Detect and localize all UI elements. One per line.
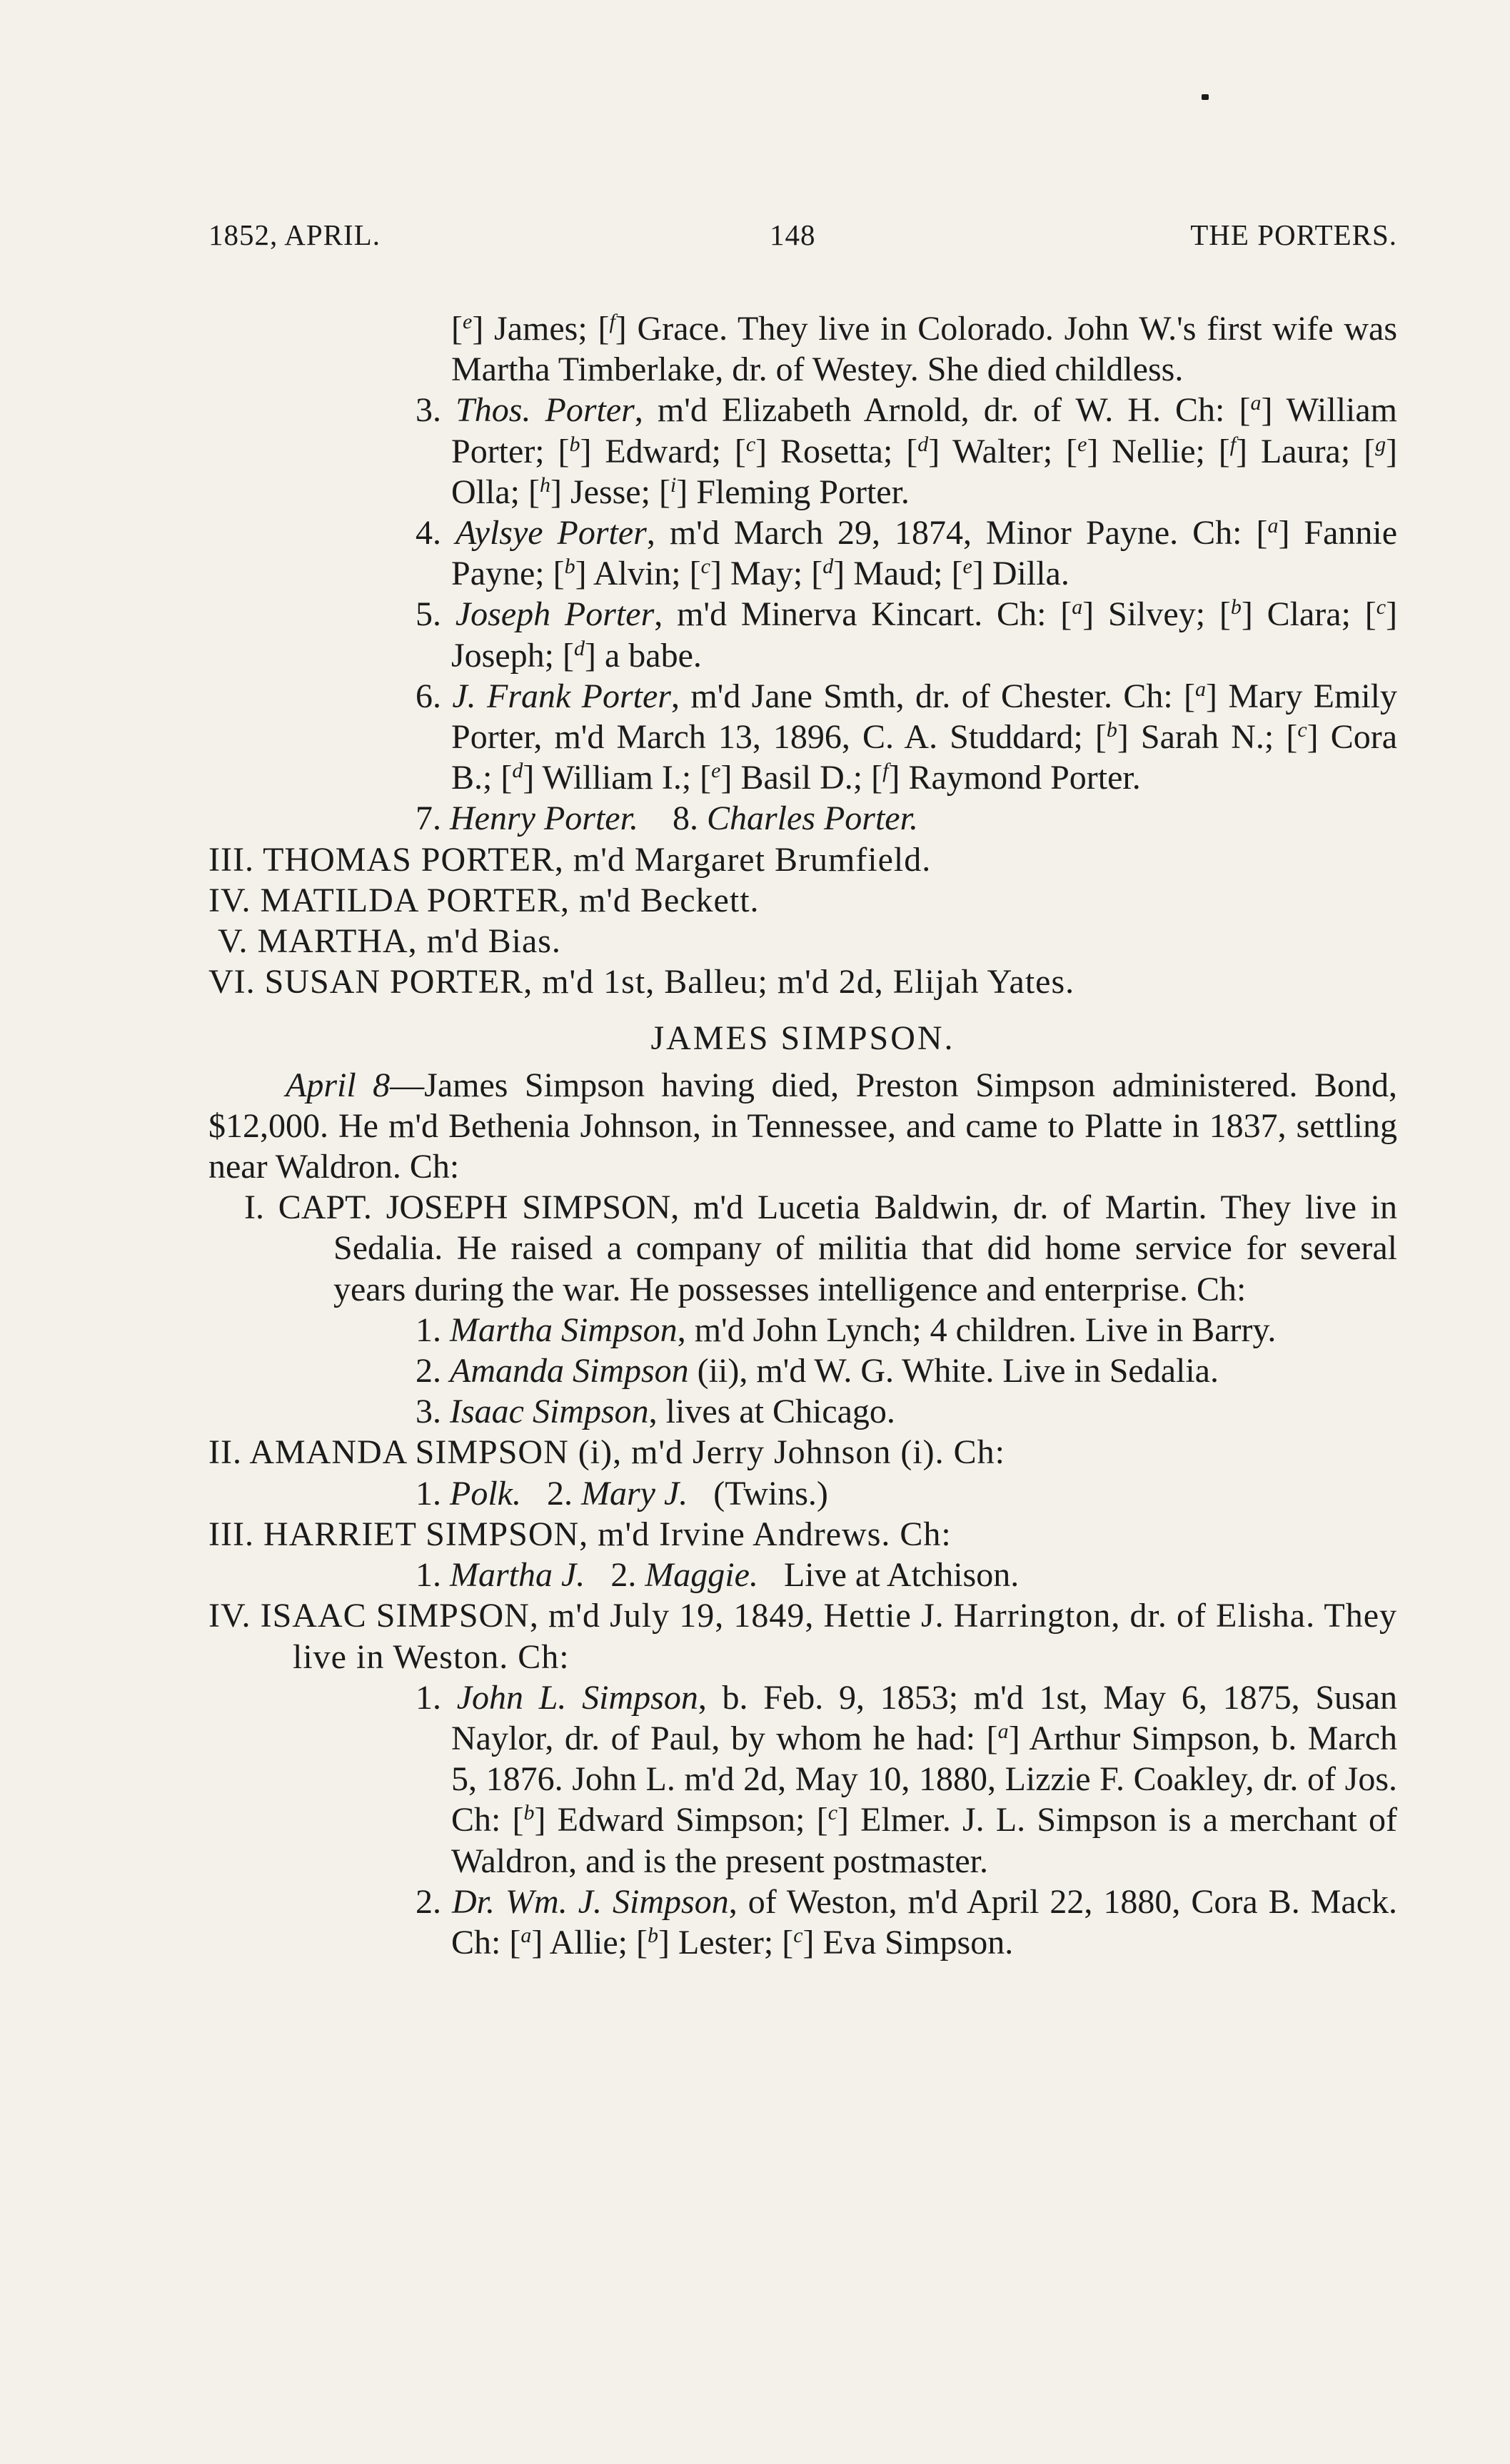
section-title: JAMES SIMPSON. [650,1019,955,1058]
porter-entry-5: 5. Joseph Porter, m'd Minerva Kincart. Ch: [$^a$] Silvey; [$^b$] Clara; [$^c$] Joseph; [$^d$] a babe. [416,595,1398,675]
ink-speck [1202,94,1209,100]
simpson-roman-i: I. CAPT. JOSEPH SIMPSON, m'd Lucetia Baldwin, dr. of Martin. They live in Sedalia. He raised a company of militia that did home service for several years during the war. He possesses intelligence and enterprise. Ch: [244,1188,1397,1308]
porter-roman-v: V. MARTHA, m'd Bias. [218,922,561,961]
porter-roman-vi: VI. SUSAN PORTER, m'd 1st, Balleu; m'd 2d, Elijah Yates. [208,963,1075,1001]
simpson-roman-iii: III. HARRIET SIMPSON, m'd Irvine Andrews. Ch: [208,1515,952,1553]
porter-entry-4: 4. Aylsye Porter, m'd March 29, 1874, Minor Payne. Ch: [$^a$] Fannie Payne; [$^b$] Alvin; [$^c$] May; [$^d$] Maud; [$^e$] Dilla. [416,514,1398,593]
header-title: THE PORTERS. [1190,218,1397,251]
simpson-intro: April 8—James Simpson having died, Preston Simpson administered. Bond, $12,000. He m'd Bethenia Johnson, in Tennessee, and came to Platte in 1837, settling near Waldron. Ch: [208,1066,1397,1186]
page-number: 148 [770,218,816,251]
simpson-i-3: 3. Isaac Simpson, lives at Chicago. [416,1393,895,1431]
page-body [208,308,1397,1963]
running-header [208,218,1397,261]
simpson-ii-1: 1. Polk. 2. Mary J. (Twins.) [416,1474,828,1513]
porter-continuation: [$^e$] James; [$^f$] Grace. They live in Colorado. John W.'s first wife was Martha Timberlake, dr. of Westey. She died childless. [451,310,1397,389]
porter-roman-iv: IV. MATILDA PORTER, m'd Beckett. [208,881,760,919]
header-date: 1852, APRIL. [208,218,381,251]
simpson-i-2: 2. Amanda Simpson (ii), m'd W. G. White. Live in Sedalia. [416,1352,1219,1390]
simpson-iv-1: 1. John L. Simpson, b. Feb. 9, 1853; m'd 1st, May 6, 1875, Susan Naylor, dr. of Paul, by whom he had: [$^a$] Arthur Simpson, b. March 5, 1876. John L. m'd 2d, May 10, 1880, Lizzie F. Coakley, dr. of Jos. Ch: [$^b$] Edward Simpson; [$^c$] Elmer. J. L. Simpson is a merchant of Waldron, and is the present postmaster. [416,1678,1398,1880]
simpson-i-1: 1. Martha Simpson, m'd John Lynch; 4 children. Live in Barry. [416,1311,1277,1349]
simpson-roman-iv: IV. ISAAC SIMPSON, m'd July 19, 1849, Hettie J. Harrington, dr. of Elisha. They live in Weston. Ch: [208,1597,1397,1676]
porter-roman-iii: III. THOMAS PORTER, m'd Margaret Brumfield. [208,840,932,879]
porter-entry-3: 3. Thos. Porter, m'd Elizabeth Arnold, dr. of W. H. Ch: [$^a$] William Porter; [$^b$] Edward; [$^c$] Rosetta; [$^d$] Walter; [$^e$] Nellie; [$^f$] Laura; [$^g$] Olla; [$^h$] Jesse; [$^i$] Fleming Porter. [416,391,1398,511]
porter-entry-7-8: 7. Henry Porter. 8. Charles Porter. [416,799,918,838]
simpson-roman-ii: II. AMANDA SIMPSON (i), m'd Jerry Johnson (i). Ch: [208,1433,1006,1472]
simpson-iv-2: 2. Dr. Wm. J. Simpson, of Weston, m'd April 22, 1880, Cora B. Mack. Ch: [$^a$] Allie; [$^b$] Lester; [$^c$] Eva Simpson. [416,1882,1398,1961]
porter-entry-6: 6. J. Frank Porter, m'd Jane Smth, dr. of Chester. Ch: [$^a$] Mary Emily Porter, m'd March 13, 1896, C. A. Studdard; [$^b$] Sarah N.; [$^c$] Cora B.; [$^d$] William I.; [$^e$] Basil D.; [$^f$] Raymond Porter. [416,677,1398,797]
simpson-iii-1: 1. Martha J. 2. Maggie. Live at Atchison. [416,1556,1020,1595]
